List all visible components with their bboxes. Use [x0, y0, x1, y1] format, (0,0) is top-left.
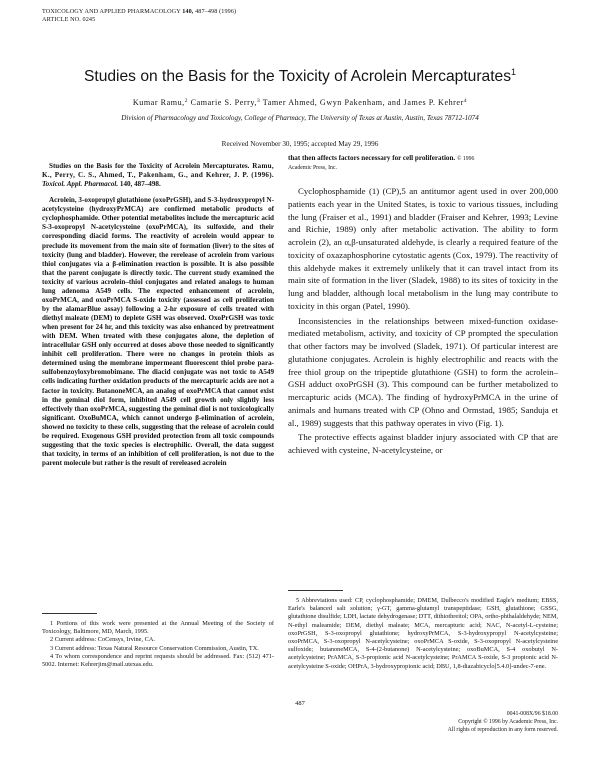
body-paragraph: Cyclophosphamide (1) (CP),5 an antitumor agent used in over 200,000 patients each year in the United States, is toxic to various tissues, including the lung (Fraiser et al., 1991) and bladder (Fraiser and Kehrer, 1993; Levine and Richie, 1989) only after metabolic activation. The ability to form acrolein (2), an α,β-unsaturated aldehyde, is clearly a required feature of the toxicity of oxazaphosphorine cytostatic agents (Cox, 1979). The reactivity of this aldehyde makes it extremely unlikely that it can travel intact from its main site of formation in the liver (Sladek, 1988) to its sites of toxicity in the lung and bladder, although local metabolism in the lung may contribute to toxicity in this organ (Patel, 1990).: [288, 186, 558, 311]
page-number: 487: [295, 700, 305, 707]
abstract-copyright: © 1996: [456, 156, 475, 162]
title-footnote-mark: 1: [511, 67, 517, 77]
footnotes-right: [288, 597, 558, 671]
footnote: 4 To whom correspondence and reprint requests should be addressed. Fax: (512) 471-5002. Internet: Kehrerjim@mail.utexas.edu.: [42, 652, 274, 669]
copyright-line: Copyright © 1996 by Academic Press, Inc.: [458, 718, 558, 725]
footnote: 1 Portions of this work were presented at the Annual Meeting of the Society of Toxicology, Baltimore, MD, March, 1995.: [42, 620, 274, 636]
abstract-continuation-text: that then affects factors necessary for cell proliferation.: [288, 154, 456, 162]
article-number: ARTICLE NO. 0245: [42, 16, 96, 24]
footnote-abbreviations: 5 Abbreviations used: CP, cyclophosphamide; DMEM, Dulbecco's modified Eagle's medium; EBSS, Earle's balanced salt solution; γ-GT, gamma-glutamyl transpeptidase; GSH, glutathione; GSSG, glutathione disulfide; LDH, lactate dehydrogenase; DTT, dithiothreitol; OPA, ortho-phthalaldehyde; NEM, N-ethyl maleamide; DEM, diethyl maleate; MCA, mercapturic acid; NAC, N-acetyl-L-cysteine; oxoPrGSH, S-3-oxopropyl glutathione; hydroxyPrMCA, S-3-hydroxypropyl N-acetylcysteine; oxoPrMCA, S-3-oxopropyl N-acetylcysteine; oxoPrMCA S-oxide, S-3-oxopropyl N-acetylcysteine sulfoxide; butanoneMCA, S-4-(2-butanone) N-acetylcysteine; oxoBuMCA, S-4 oxobutyl N-acetylcysteine; PrAMCA, S-3-propionic acid N-acetylcysteine; PrAMCA S-oxide, S-3 propionic acid N-acetylcysteine S-oxide; OHPrA, 3-hydroxypropionic acid; DBU, 1,8-diazabicyclo[5.4.0]-undec-7-ene.: [288, 597, 558, 670]
author-list: [42, 98, 558, 108]
footnote: 2 Current address: CoCensys, Irvine, CA.: [50, 636, 155, 644]
cite-journal: Toxicol. Appl. Pharmacol.: [42, 180, 119, 189]
footnote: 3 Current address: Texas Natural Resource Conservation Commission, Austin, TX.: [50, 644, 259, 652]
author-1: Kumar Ramu,: [132, 98, 185, 107]
cite-title: Studies on the Basis for the Toxicity of Acrolein Mercapturates.: [49, 162, 250, 170]
cite-authors: Ramu, K., Perry, C. S., Ahmed, T., Pakenham, G., and Kehrer, J. P. (1996).: [42, 162, 274, 180]
footnote-rule: [42, 613, 97, 614]
author-1-mark: 2: [184, 98, 189, 104]
author-2-mark: 3: [257, 98, 261, 104]
affiliation: Division of Pharmacology and Toxicology, College of Pharmacy, The University of Texas at Austin, Austin, Texas 78712-1074: [121, 114, 479, 122]
body-paragraph: The protective effects against bladder injury associated with CP that are achieved with cysteine, N-acetylcysteine, or: [288, 432, 558, 455]
title-text: Studies on the Basis for the Toxicity of Acrolein Mercapturates: [83, 68, 511, 85]
author-2: Camarie S. Perry,: [190, 98, 258, 107]
copyright-line: 0041-008X/96 $18.00: [506, 711, 558, 717]
cite-volume: 140, 487–498.: [119, 180, 161, 189]
journal-name: TOXICOLOGY AND APPLIED PHARMACOLOGY: [42, 8, 181, 15]
abstract-text: Acrolein, 3-oxopropyl glutathione (oxoPrGSH), and S-3-hydroxypropyl N-acetylcysteine (hydroxyPrMCA) are confirmed metabolic products of cyclophosphamide. Other potential metabolites include the mercapturic acid S-3-oxopropyl N-acetylcysteine (oxoPrMCA), its sulfoxide, and their corresponding diacid forms. The reactivity of acrolein would appear to preclude its movement from the main site of formation (liver) to the sites of toxicity (lung and bladder). However, the rerelease of acrolein from various thiol conjugates via a β-elimination reaction is possible. It is also possible that the parent conjugate is directly toxic. The current study examined the toxicity of various acrolein–thiol conjugates and related analogs to human lung adenoma A549 cells. The expected enhancement of acrolein, oxoPrMCA, and oxoPrMCA S-oxide toxicity (assessed as cell proliferation by the alamarBlue assay) following a 2-hr exposure of cells treated with diethyl maleate (DEM) to deplete GSH was observed. OxoPrGSH was toxic when present for 24 hr, and this toxicity was also enhanced by pretreatment with DEM. When treated with these conjugates alone, the depletion of intracellular GSH only occurred at doses above those needed to significantly inhibit cell proliferation. There were no changes in protein thiols as determined using the membrane impermeant fluorescent thiol probe para-sulfobenzoyloxybromobimane. The diacid conjugate was not toxic to A549 cells indicating further oxidation products of the mercapturic acids are not a factor in toxicity. ButanoneMCA, an analog of oxoPrMCA that cannot exist in the geminal diol form, inhibited A549 cell growth only slightly less effectively than oxoPrMCA, suggesting the geminal diol is not toxicologically significant. OxoBuMCA, which cannot undergo β-elimination of acrolein, showed no toxicity to these cells, suggesting that the release of acrolein could be required. Exogenous GSH provided protection from all toxic compounds suggesting that the toxic species is electrophilic. Overall, the data suggest that toxicity, in terms of an inhibition of cell proliferation, is not due to the parent molecule but rather is the result of rereleased acrolein: [42, 196, 274, 467]
copyright-block: [400, 711, 558, 734]
abstract-continuation: [288, 154, 558, 173]
pages-year: 487–498 (1996): [195, 8, 237, 15]
footnotes-left: [42, 620, 274, 669]
journal-line: [42, 8, 236, 16]
volume: 140,: [182, 8, 194, 15]
running-header: [42, 8, 236, 25]
abstract: [42, 162, 274, 468]
body-text: [288, 185, 558, 457]
received-dates: Received November 30, 1995; accepted May 29, 1996: [221, 140, 379, 148]
footnote-rule: [288, 590, 343, 591]
author-3: Tamer Ahmed, Gwyn Pakenham, and James P. Kehrer: [262, 98, 464, 107]
body-paragraph: Inconsistencies in the relationships between mixed-function oxidase-mediated metabolism, activity, and toxicity of CP prompted the speculation that other factors may be involved (Sladek, 1971). Of particular interest are glutathione conjugates. Acrolein is highly electrophilic and reacts with the free thiol group on the tripeptide glutathione (GSH) to form the acrolein–GSH adduct oxoPrGSH (3). This compound can be further metabolized to mercapturic acids (MCA). The finding of hydroxyPrMCA in the urine of animals and humans treated with CP (Ohno and Ormstad, 1985; Sanduja et al., 1989) suggests that this pathway operates in vivo (Fig. 1).: [288, 315, 558, 428]
abstract-publisher: Academic Press, Inc.: [288, 165, 337, 171]
author-3-mark: 4: [463, 98, 468, 104]
copyright-line: All rights of reproduction in any form reserved.: [447, 726, 558, 733]
abstract-citation: [42, 162, 274, 189]
paper-title: [42, 68, 558, 86]
